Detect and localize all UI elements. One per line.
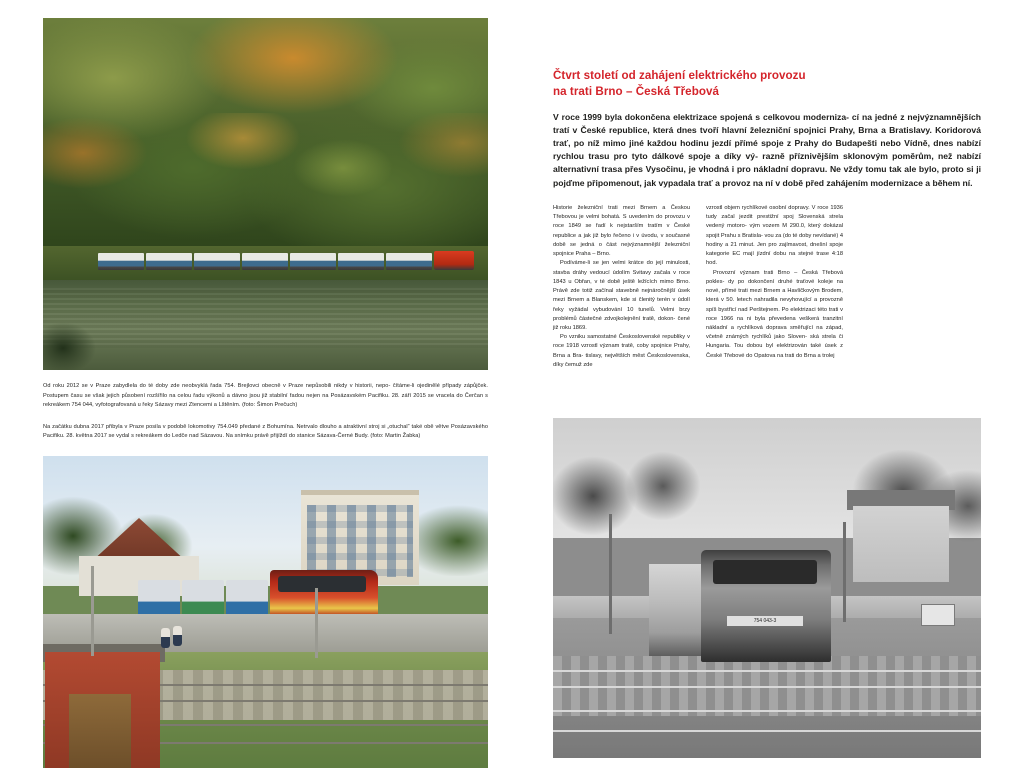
utility-pole <box>315 588 318 658</box>
river-surface <box>43 280 488 370</box>
caption-photo-top: Od roku 2012 se v Praze zabydlela do té doby zde neobvyklá řada 754. Brejlovci obecně v Praze nepůsobili nikdy v historii, nepo‑ čítáme-li ojedinělé případy zápůjček. Postupem času se však jejich působení rozšířilo na celou řadu výkonů a dávno jsou již stabilní řadou nejen na Posázavském Pacifiku. 28. září 2015 se vracela do Čerčan s rekreákem 754 044, vyfotografovaná u řeky Sázavy mezi Ztencemi a Lštěním. (foto: Šimon Prečuch) <box>43 383 488 409</box>
coach <box>338 253 384 270</box>
photo-autumn-valley-train <box>43 18 488 370</box>
station-building <box>853 506 949 582</box>
body-column-2 <box>706 204 843 370</box>
catenary-mast <box>609 514 612 634</box>
left-column <box>43 18 488 758</box>
paragraph: vzrostl objem rychlíkové osobní dopravy. V roce 1936 tudy začal jezdit prestižní spoj Slovenská strela vedený motoro‑ vým vozem M 290.0, který dokázal spojit Prahu s Bratisla‑ vou za (do té doby nevídané) 4 hodiny a 21 minut. Jen pro zajímavost, dnešní spoje kategorie EC mají jízdní dobu na stejné trase 4:18 hod. <box>706 204 843 267</box>
coach <box>290 253 336 270</box>
coach <box>386 253 432 270</box>
station-sign <box>921 604 955 626</box>
diesel-locomotive <box>434 251 474 270</box>
headline-line-2: na trati Brno – Česká Třebová <box>553 84 719 98</box>
paragraph: Historie železniční trati mezi Brnem a Českou Třebovou je velmi bohatá. S uvedením do provozu v roce 1849 se řadí k nejstarším tratím v České republice a jak již bylo řečeno i v úvodu, v současné době se jedná o část nejvýznamnější železniční spojnice Praha – Brno. <box>553 204 690 258</box>
coach <box>649 564 707 656</box>
caption-photo-bottom: Na začátku dubna 2017 přibyla v Praze posila v podobě lokomotivy 754.049 předané z Bohumína. Netrvalo dlouho a atraktivní stroj si „otuchal“ také obě větve Posázavského Pacifiku. 28. května 2017 se vydal s rekreákem do Ledče nad Sázavou. Na snímku právě přijíždí do stanice Sázava-Černé Budy. (foto: Martin Žabka) <box>43 423 488 440</box>
right-column <box>553 68 981 370</box>
headline-line-1: Čtvrt století od zahájení elektrického provozu <box>553 69 806 82</box>
passenger-train <box>98 248 488 270</box>
photo-station-diesel-loco <box>43 456 488 768</box>
coach <box>194 253 240 270</box>
rail <box>553 730 981 732</box>
catenary-mast <box>843 522 846 622</box>
person-on-platform <box>161 628 170 648</box>
rail <box>553 686 981 688</box>
article-body <box>553 204 981 370</box>
article-headline <box>553 68 981 100</box>
photo-historical-bw-station <box>553 418 981 758</box>
paragraph: Podíváme-li se jen velmi krátce do její minulosti, stavba dráhy vedoucí údolím Svitavy začala v roce 1843 u Obřan, v té době ještě ležících mimo Brno. Právě zde totiž začínal stavebně nejnáročnější úsek mezi Brnem a Blanskem, kde si členitý terén v údolí řeky vyžádal vybudování 10 tunelů. Velmi brzy problémů částečné zdvojkolejnění tratě, dokon‑ čené již roku 1869. <box>553 260 690 331</box>
person-on-platform <box>173 626 182 646</box>
paragraph: Provozní význam trati Brno – Česká Třebová pokles‑ dy po dokončení druhé traťové koleje na nové, přímé trati mezi Brnem a Havlíčkovým Brodem, která v 50. letech nahradila nevyhovující a provozně spíš bystřicí nad Perštejnem. Po elektrizaci této trati v roce 1966 na ni byla převedena veškerá tranzitní nákladní a rychlíková doprava směřující na západ, včetně známých rychlíků jako Sloven‑ ská strela či Hungaria. Tou dobou byl elektrizován také úsek z České Třebové do Opatova na trati do Brna a trolej <box>706 269 843 359</box>
coach <box>146 253 192 270</box>
body-column-1 <box>553 204 690 370</box>
rail <box>553 670 981 672</box>
coach <box>98 253 144 270</box>
coach <box>242 253 288 270</box>
autumn-foliage <box>43 113 488 263</box>
rail <box>553 710 981 712</box>
utility-pole <box>91 566 94 656</box>
paragraph: Po vzniku samostatné Československé republiky v roce 1918 vzrostl význam tratě, coby spojnice Prahy, Brna a Bra‑ tislavy, největších měst Československa, díky čemuž zde <box>553 334 690 368</box>
diesel-locomotive <box>701 550 831 662</box>
article-lead: V roce 1999 byla dokončena elektrizace spojená s celkovou moderniza‑ cí na jedné z nejvýznamnějších tratí v České republice, která dnes tvoří hlavní železniční spojnici Prahy, Brna a Bratislavy. Koridorová trať, po níž mimo jiné každou hodinu jezdí přímé spoje z Prahy do Budapešti nebo Vídně, dnes nabízí rychlou trasu pro tyto dálkové spoje a díky vý‑ razně příznivějším sklonovým poměrům, než nabízí alternativní trasa přes Vysočinu, je vhodná i pro nákladní dopravu. Ne vždy tomu tak ale bylo, proto si ji pojďme připomenout, jak vypadala trať a provoz na ní v době před zahájením modernizace a během ní. <box>553 111 981 188</box>
shed-door <box>69 694 131 768</box>
foreground-bush <box>43 318 107 370</box>
locomotive-number: 754 043-3 <box>727 616 803 626</box>
